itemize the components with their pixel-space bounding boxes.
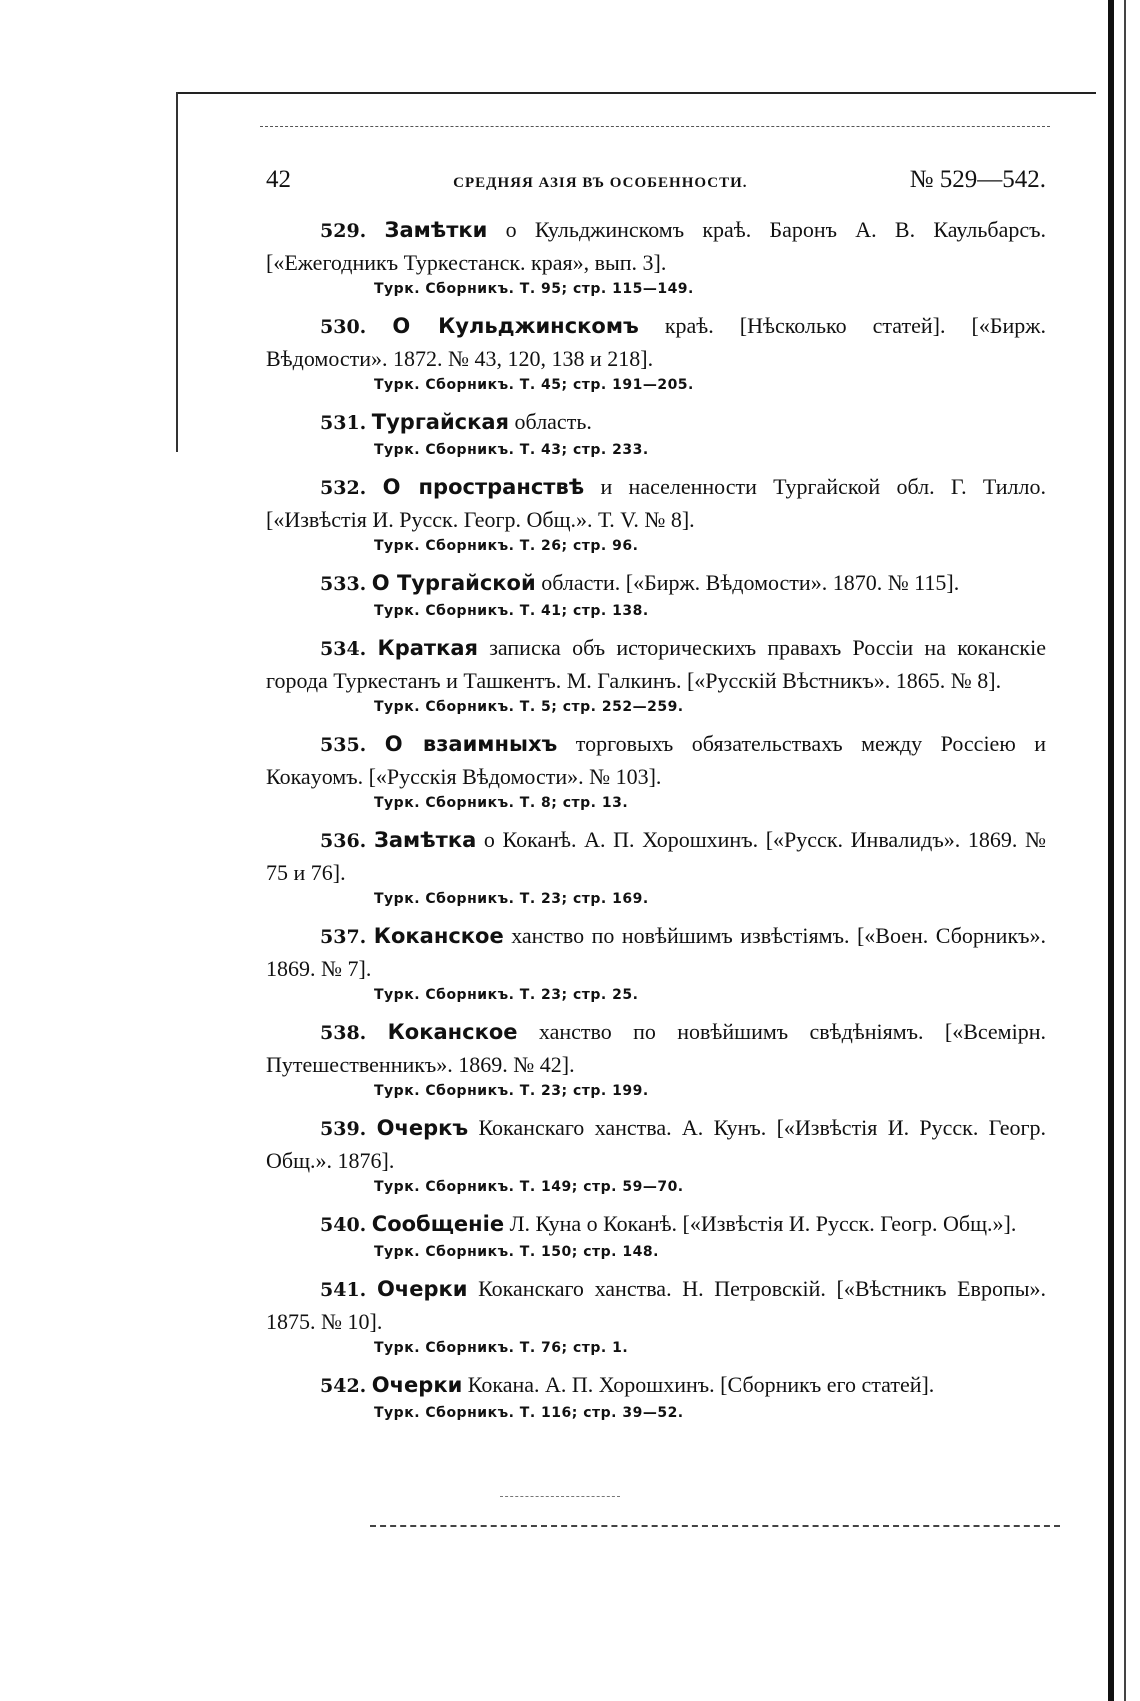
entry-body: записка объ историческихъ правахъ Россіи на коканскіе города Туркестанъ и Ташкентъ. М. Галкинъ. [«Русскій Вѣстникъ». 1865. № 8]. [266,635,1046,693]
entry-text [266,1112,1046,1176]
entry-text [266,471,1046,535]
entry-body: о Кульджинскомъ краѣ. Баронъ А. В. Каульбарсъ. [«Ежегодникъ Туркестанск. края», вып. 3]. [266,217,1047,275]
entry-list [266,214,1046,1421]
entry-number: 536. [320,830,367,852]
footer-dashed-rule-short [500,1496,620,1497]
entry-text [266,728,1046,792]
entry-source: Турк. Сборникъ. Т. 5; стр. 252—259. [374,699,684,715]
entry-source: Турк. Сборникъ. Т. 95; стр. 115—149. [374,281,694,297]
bibliography-entry [266,214,1046,297]
entry-text [266,1016,1046,1080]
footer-dashed-rule [370,1525,1060,1527]
bibliography-entry [266,567,1046,619]
entry-keyword: Сообщеніе [371,1212,505,1236]
entry-keyword: О Тургайской [371,571,536,595]
entry-body: Коканскаго ханства. Н. Петровскій. [«Вѣстникъ Европы». 1875. № 10]. [266,1276,1046,1334]
entry-number: 542. [320,1375,367,1397]
entry-keyword: Краткая [377,636,478,660]
entry-number: 541. [320,1279,367,1301]
entry-keyword: Тургайская [371,410,510,434]
entry-source: Турк. Сборникъ. Т. 45; стр. 191—205. [374,377,694,393]
entry-text [266,567,1046,600]
entry-body: Кокана. А. П. Хорошхинъ. [Сборникъ его статей]. [462,1372,935,1397]
entry-source: Турк. Сборникъ. Т. 150; стр. 148. [374,1244,659,1260]
bibliography-entry [266,632,1046,715]
page [266,166,1046,1434]
entry-body: и населенности Тургайской обл. Г. Тилло. [«Извѣстія И. Русск. Геогр. Общ.». Т. V. № 8]. [266,474,1047,532]
scan-frame-left [176,92,178,452]
entry-text [266,1369,1046,1402]
entry-source: Турк. Сборникъ. Т. 8; стр. 13. [374,795,629,811]
page-header [266,166,1046,194]
entry-body: ханство по новѣйшимъ извѣстіямъ. [«Воен. Сборникъ». 1869. № 7]. [266,923,1047,981]
entry-source: Турк. Сборникъ. Т. 149; стр. 59—70. [374,1179,684,1195]
entry-range: № 529—542. [909,166,1046,193]
entry-number: 531. [320,412,367,434]
entry-body: краѣ. [Нѣсколько статей]. [«Бирж. Вѣдомости». 1872. № 43, 120, 138 и 218]. [266,313,1046,371]
bibliography-entry [266,471,1046,554]
bibliography-entry [266,1016,1046,1099]
entry-number: 529. [320,220,367,242]
entry-text [266,920,1046,984]
entry-keyword: Очерки [376,1277,468,1301]
entry-number: 537. [320,926,367,948]
entry-text [266,310,1046,374]
entry-keyword: Коканское [373,924,504,948]
entry-number: 530. [320,316,367,338]
entry-source: Турк. Сборникъ. Т. 23; стр. 199. [374,1083,649,1099]
entry-number: 534. [320,638,367,660]
entry-source: Турк. Сборникъ. Т. 76; стр. 1. [374,1340,629,1356]
entry-number: 540. [320,1214,367,1236]
entry-body: торговыхъ обязательствахъ между Россіею и Кокаyомъ. [«Русскія Вѣдомости». № 103]. [266,731,1047,789]
entry-number: 539. [320,1118,367,1140]
page-number: 42 [266,166,291,193]
bibliography-entry [266,824,1046,907]
entry-body: Л. Куна о Коканѣ. [«Извѣстія И. Русск. Геогр. Общ.»]. [504,1211,1017,1236]
entry-keyword: Замѣтки [384,218,488,242]
entry-keyword: Коканское [387,1020,518,1044]
entry-number: 532. [320,477,367,499]
entry-text [266,1273,1046,1337]
entry-source: Турк. Сборникъ. Т. 41; стр. 138. [374,603,649,619]
entry-number: 535. [320,734,367,756]
scan-edge [1108,0,1114,1701]
entry-body: область. [509,409,592,434]
running-title: СРЕДНЯЯ АЗІЯ ВЪ ОСОБЕННОСТИ. [453,175,748,191]
bibliography-entry [266,1208,1046,1260]
entry-body: о Коканѣ. А. П. Хорошхинъ. [«Русск. Инвалидъ». 1869. № 75 и 76]. [266,827,1046,885]
entry-keyword: Очеркъ [376,1116,469,1140]
scan-frame-top [176,92,1096,94]
bibliography-entry [266,406,1046,458]
entry-source: Турк. Сборникъ. Т. 116; стр. 39—52. [374,1405,684,1421]
bibliography-entry [266,1369,1046,1421]
entry-text [266,632,1046,696]
entry-body: Коканскаго ханства. А. Кунъ. [«Извѣстія И. Русск. Геогр. Общ.». 1876]. [266,1115,1046,1173]
entry-text [266,214,1046,278]
entry-number: 533. [320,573,367,595]
entry-keyword: Очерки [371,1373,463,1397]
entry-text [266,406,1046,439]
entry-number: 538. [320,1022,367,1044]
entry-source: Турк. Сборникъ. Т. 43; стр. 233. [374,442,649,458]
bibliography-entry [266,728,1046,811]
entry-body: области. [«Бирж. Вѣдомости». 1870. № 115]. [535,570,960,595]
entry-keyword: Замѣтка [373,828,477,852]
bibliography-entry [266,1273,1046,1356]
entry-keyword: О взаимныхъ [384,732,558,756]
bibliography-entry [266,1112,1046,1195]
bibliography-entry [266,920,1046,1003]
scan-dashed-rule [260,126,1050,127]
entry-source: Турк. Сборникъ. Т. 23; стр. 169. [374,891,649,907]
entry-body: ханство по новѣйшимъ свѣдѣніямъ. [«Всемірн. Путешественникъ». 1869. № 42]. [266,1019,1046,1077]
entry-text [266,1208,1046,1241]
entry-keyword: О Кульджинскомъ [392,314,639,338]
bibliography-entry [266,310,1046,393]
entry-keyword: О пространствѣ [382,475,585,499]
scan-edge-thin [1124,0,1126,1701]
entry-source: Турк. Сборникъ. Т. 23; стр. 25. [374,987,639,1003]
entry-source: Турк. Сборникъ. Т. 26; стр. 96. [374,538,639,554]
entry-text [266,824,1046,888]
